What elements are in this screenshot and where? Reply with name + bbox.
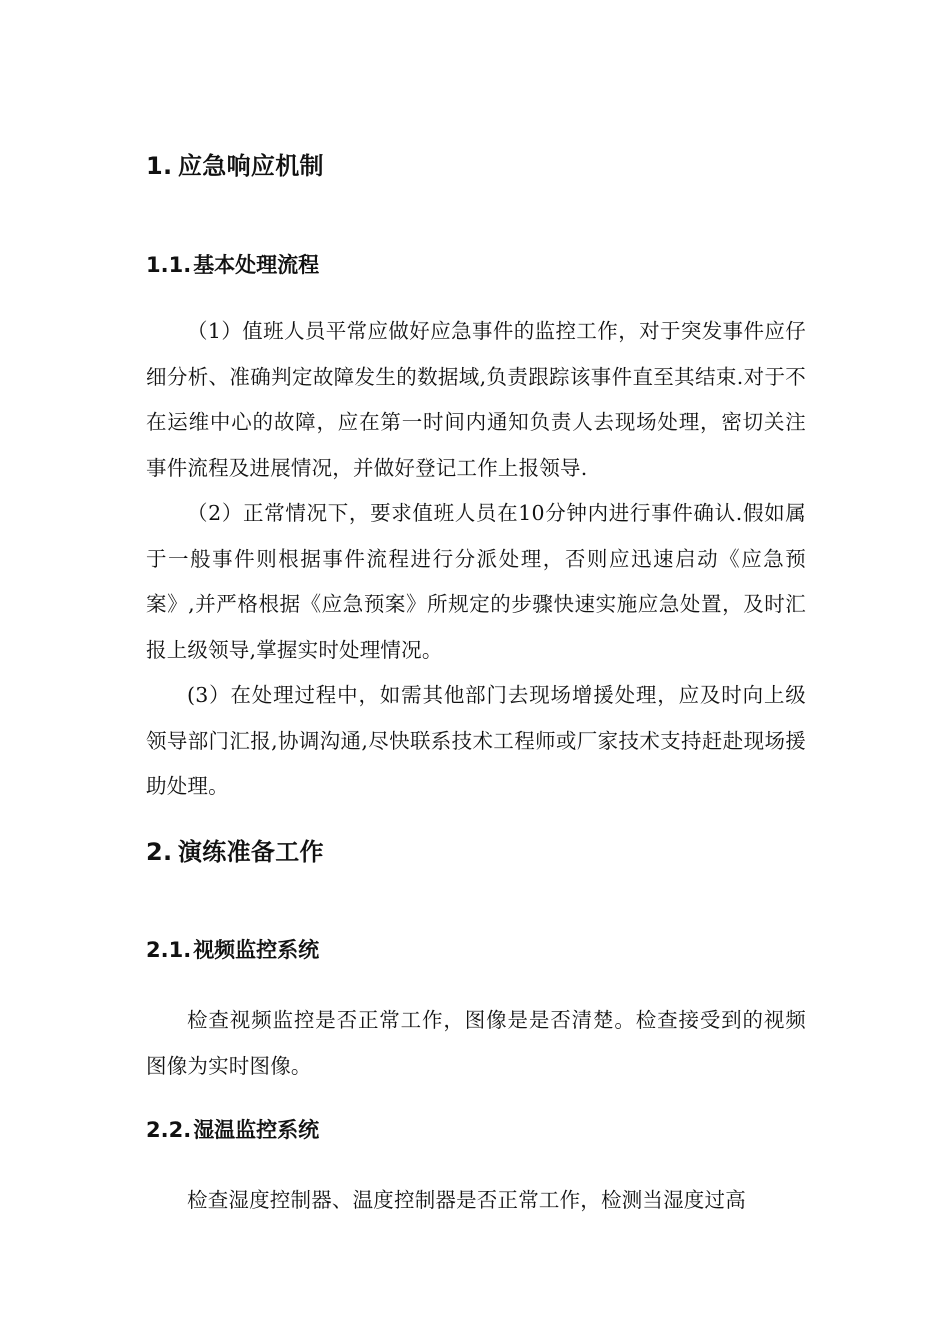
section-title: 演练准备工作 xyxy=(178,838,324,866)
section-heading xyxy=(146,836,324,868)
paragraph: (3）在处理过程中，如需其他部门去现场增援处理，应及时向上级领导部门汇报,协调沟通,尽快联系技术工程师或厂家技术支持赶赴现场援助处理。 xyxy=(146,683,806,798)
paragraph: （1）值班人员平常应做好应急事件的监控工作，对于突发事件应仔细分析、准确判定故障发生的数据域,负责跟踪该事件直至其结束.对于不在运维中心的故障，应在第一时间内通知负责人去现场处理，密切关注事件流程及进展情况，并做好登记工作上报领导. xyxy=(146,319,806,480)
section-number: 2. xyxy=(146,838,173,866)
paragraph: 检查湿度控制器、温度控制器是否正常工作，检测当湿度过高 xyxy=(187,1188,746,1212)
subsection-heading xyxy=(146,250,319,280)
section-title: 应急响应机制 xyxy=(178,152,324,180)
paragraph: （2）正常情况下，要求值班人员在10分钟内进行事件确认.假如属于一般事件则根据事件流程进行分派处理，否则应迅速启动《应急预案》,并严格根据《应急预案》所规定的步骤快速实施应急处置，及时汇报上级领导,掌握实时处理情况。 xyxy=(146,501,806,662)
subsection-number: 1.1. xyxy=(146,253,192,277)
section-number: 1. xyxy=(146,152,173,180)
subsection-heading xyxy=(146,1115,319,1145)
subsection-title: 基本处理流程 xyxy=(193,253,320,277)
subsection-number: 2.1. xyxy=(146,938,192,962)
subsection-title: 视频监控系统 xyxy=(193,938,320,962)
subsection-number: 2.2. xyxy=(146,1118,192,1142)
subsection-heading xyxy=(146,935,319,965)
paragraph: 检查视频监控是否正常工作，图像是是否清楚。检查接受到的视频图像为实时图像。 xyxy=(146,1008,806,1078)
subsection-title: 湿温监控系统 xyxy=(193,1118,320,1142)
section-heading xyxy=(146,150,324,182)
